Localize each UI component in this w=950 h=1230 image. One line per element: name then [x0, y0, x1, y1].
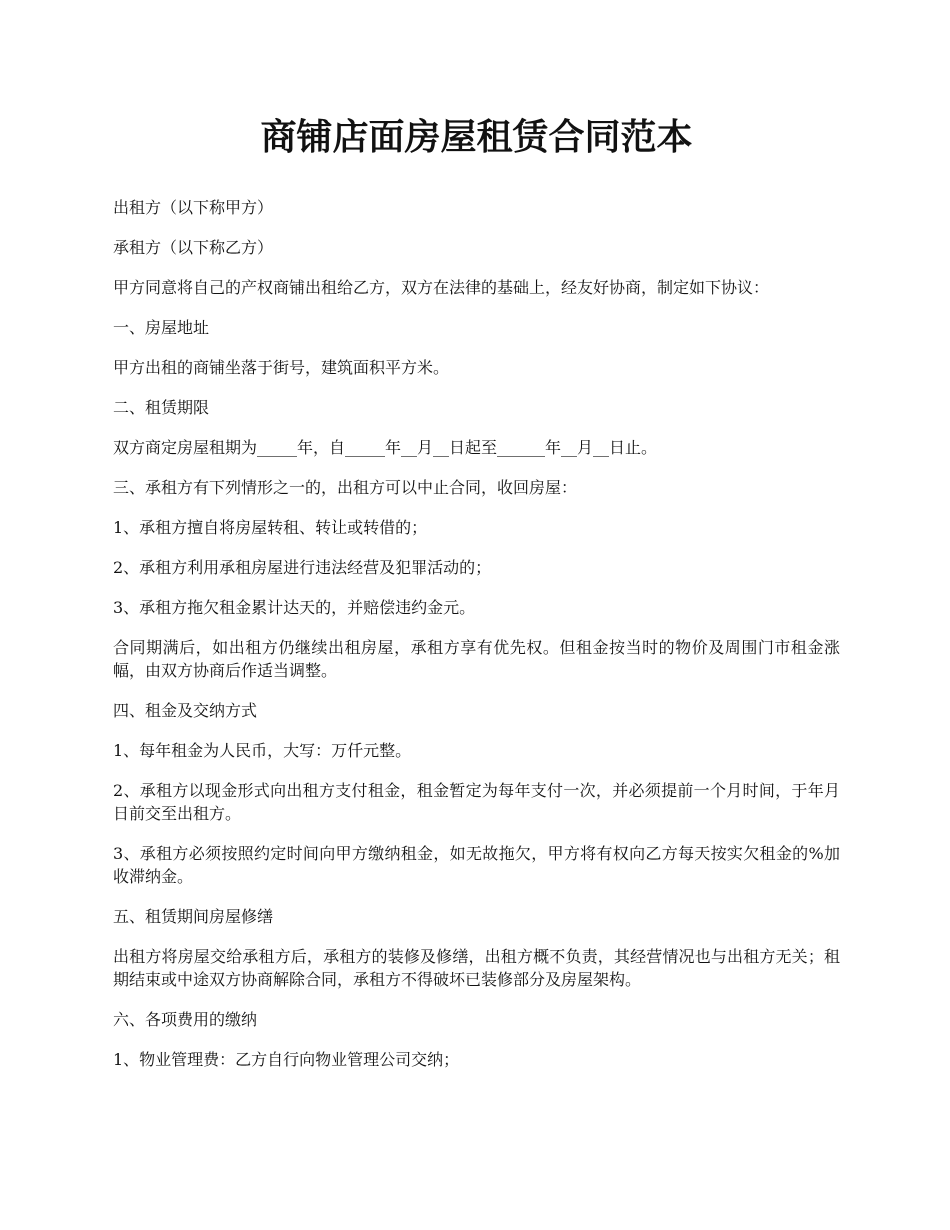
lessor-line: 出租方（以下称甲方） [113, 198, 274, 217]
renewal-clause: 合同期满后，如出租方仍继续出租房屋，承租方享有优先权。但租金按当时的物价及周围门市租金涨幅，由双方协商后作适当调整。 [113, 638, 840, 680]
section-heading-address: 一、房屋地址 [113, 318, 210, 337]
document-page [113, 112, 840, 1088]
agreement-intro: 甲方同意将自己的产权商铺出租给乙方，双方在法律的基础上，经友好协商，制定如下协议： [113, 278, 770, 297]
rent-clause-3: 3、承租方必须按照约定时间向甲方缴纳租金，如无故拖欠，甲方将有权向乙方每天按实欠租金的%加收滞纳金。 [113, 844, 840, 886]
section-heading-repairs: 五、租赁期间房屋修缮 [113, 907, 274, 926]
rent-clause-2: 2、承租方以现金形式向出租方支付租金，租金暂定为每年支付一次，并必须提前一个月时间，于年月日前交至出租方。 [113, 781, 840, 823]
section-heading-termination: 三、承租方有下列情形之一的，出租方可以中止合同，收回房屋： [113, 478, 578, 497]
lessee-line: 承租方（以下称乙方） [113, 238, 274, 257]
termination-clause-2: 2、承租方利用承租房屋进行违法经营及犯罪活动的； [113, 558, 492, 577]
section-heading-fees: 六、各项费用的缴纳 [113, 1010, 258, 1029]
section-heading-term: 二、租赁期限 [113, 398, 210, 417]
section-heading-rent: 四、租金及交纳方式 [113, 701, 258, 720]
rent-clause-1: 1、每年租金为人民币，大写：万仟元整。 [113, 741, 412, 760]
termination-clause-1: 1、承租方擅自将房屋转租、转让或转借的； [113, 518, 428, 537]
fees-clause-1: 1、物业管理费：乙方自行向物业管理公司交纳； [113, 1050, 460, 1069]
term-clause: 双方商定房屋租期为_____年，自_____年__月__日起至______年__月__日止。 [113, 438, 658, 457]
document-title: 商铺店面房屋租赁合同范本 [260, 116, 693, 158]
address-clause: 甲方出租的商铺坐落于街号，建筑面积平方米。 [113, 358, 450, 377]
termination-clause-3: 3、承租方拖欠租金累计达天的，并赔偿违约金元。 [113, 598, 476, 617]
repairs-clause: 出租方将房屋交给承租方后，承租方的装修及修缮，出租方概不负责，其经营情况也与出租方无关；租期结束或中途双方协商解除合同，承租方不得破坏已装修部分及房屋架构。 [113, 947, 840, 989]
